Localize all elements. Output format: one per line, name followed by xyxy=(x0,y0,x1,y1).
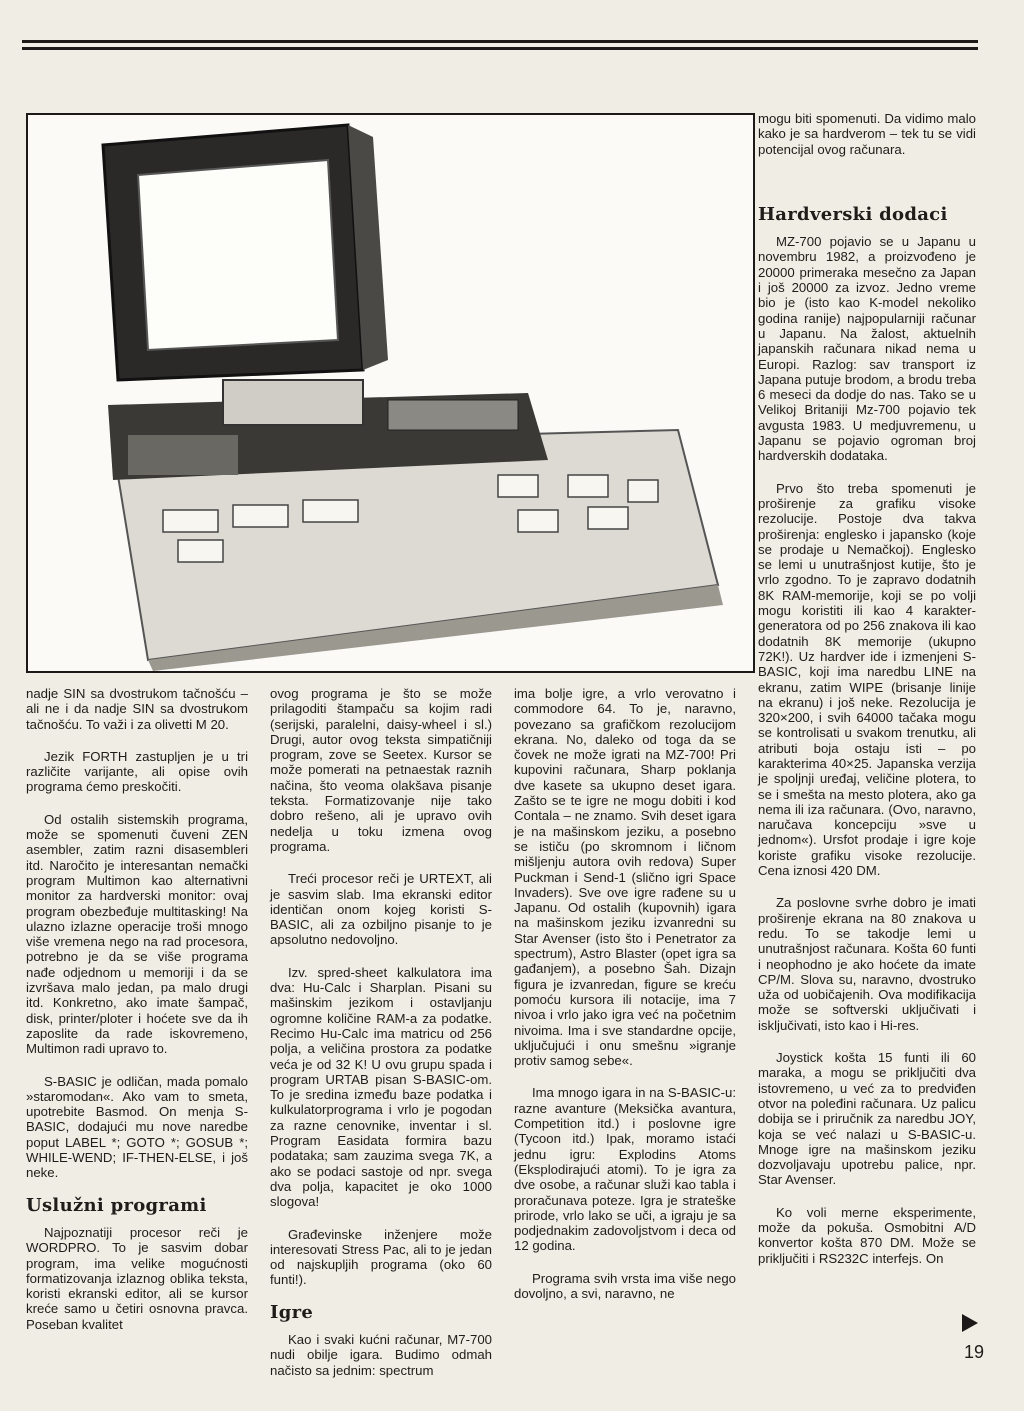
column-4 xyxy=(758,111,976,1283)
continue-arrow-icon xyxy=(962,1314,978,1332)
heading-hardverski-dodaci: Hardverski dodaci xyxy=(758,203,948,225)
col4-paragraph-6: Ko voli merne eksperimente, može da pokuša. Osmobitni A/D konvertor košta 870 DM. Može se priključiti i RS232C interfejs. On xyxy=(758,1204,976,1266)
col1-paragraph-3: Od ostalih sistemskih programa, može se spomenuti čuveni ZEN asembler, zatim razni disasembleri itd. Naročito je interesantan nemački program Multimon kao alternativni monitor za hardverski monitor: ovaj program obezbeđuje multitasking! Na ulazno izlazne operacije troši mnogo više vremena nego na rad procesora, potrebno je da se više programa nađe odjednom u memoriji i da se izvršava malo jedan, pa malo drugi itd. Konkretno, ako imate šampač, disk, printer/ploter i hoćete sve da ih zaposlite da rade iskovremeno, Multimon radi upravo to. xyxy=(26,811,248,1057)
column-3 xyxy=(514,686,736,1318)
col4-paragraph-1: mogu biti spomenuti. Da vidimo malo kako je sa hardverom – tek tu se vidi potencijal ovog računara. xyxy=(758,111,976,157)
col3-paragraph-2: Ima mnogo igara in na S-BASIC-u: razne avanture (Meksička avantura, Competition itd.) i poslovne igre (Tycoon itd.) Ipak, moramo istaći jednu igru: Explodins Atoms (Eksplodirajući atomi). To je igra za dve osobe, a računar služi kao tabla i proračunava poteze. Igra je strateške prirode, vrlo lako se uči, a igraju je sa podjednakim zadovoljstvom i deca od 12 godina. xyxy=(514,1085,736,1254)
col4-paragraph-4: Za poslovne svrhe dobro je imati proširenje ekrana na 80 znakova u redu. To se takodje lemi u unutrašnjost računara. Košta 60 funti i neophodno je ako hoćete da imate CP/M. Slova su, naravno, dvostruko uža od uobičajenih. Ova modifikacija može se softverski uključivati i isključivati, isto kao i Hi-res. xyxy=(758,895,976,1033)
column-1 xyxy=(26,686,248,1349)
col2-paragraph-1: ovog programa je što se može prilagoditi štampaču sa kojim radi (serijski, paralelni, daisy-wheel i sl.) Drugi, autor ovog teksta simpatičniji program, zove se Seetex. Kursor se može pomerati na petnaestak raznih načina, što veoma olakšava pisanje teksta. Formatizovanje nije tako dobro rešeno, ali je upravo ovih nedelja u toku izmena ovog programa. xyxy=(270,686,492,854)
col4-paragraph-2: MZ-700 pojavio se u Japanu u novembru 1982, a proizvođeno je 20000 primeraka mesečno za Japan i još 20000 za izvoz. Jedno vreme bio je (isto kao K-model nekoliko godina ranije) najpopularniji računar u Japanu. Na žalost, aktuelnih japanskih računara nikad nema u Europi. Razlog: sav transport iz Japana putuje brodom, a brodu treba 6 meseci da dodje do nas. Tako se u Velikoj Britaniji Mz-700 pojavio tek avgusta 1983. U medjuvremenu, u Japanu se pojavio ogroman broj hardverskih dodataka. xyxy=(758,234,976,464)
header-rule-bottom xyxy=(22,47,978,50)
heading-igre: Igre xyxy=(270,1301,314,1323)
col3-paragraph-1: ima bolje igre, a vrlo verovatno i commodore 64. To je, naravno, povezano sa grafičkom rezolucijom ekrana. No, daleko od toga da se čovek ne može igrati na MZ-700! Pri kupovini računara, Sharp poklanja dve kasete sa ukupno deset igara. Zašto se te igre ne mogu dobiti i kod Contala – ne znamo. Svih deset igara je na mašinskom jeziku, a posebno se ističu (po skromnom i ličnom mišljenju autora ovih redova) Super Puckman i Send-1 (slično igri Space Invaders). Sve ove igre rađene su u Japanu. Od ostalih (kupovnih) igara na mašinskom jeziku izvanredni su Star Avenser (isto što i Penetrator za spectrum), Astro Blaster (opet igra sa gađanjem), a posebno Šah. Dizajn figura je izvanredan, figure se kreću pomoću kursora ili notacije, ima 7 nivoa i vrlo jako igra već na početnim nivoima. Ima i sve standardne opcije, uključujući i onu smešnu »igranje protiv samog sebe«. xyxy=(514,686,736,1069)
page-number: 19 xyxy=(964,1342,985,1362)
computer-photo xyxy=(26,113,755,673)
sharp-mz700-illustration xyxy=(28,115,753,671)
col1-paragraph-1: nadje SIN sa dvostrukom tačnošću – ali ne i da nadje SIN sa dvostrukom tačnošću. To važi i za olivetti M 20. xyxy=(26,686,248,732)
col2-paragraph-4: Građevinske inženjere može interesovati Stress Pac, ali to je jedan od najskupljih programa (oko 60 funti!). xyxy=(270,1226,492,1288)
col4-paragraph-3: Prvo što treba spomenuti je proširenje za grafiku visoke rezolucije. Postoje dva takva proširenja: englesko i japansko (koje se prodaje u Nemačkoj). Englesko se lemi u unutrašnjost kutije, što je vrlo zgodno. To je zapravo dodatnih 8K RAM-memorije, koji se po volji mogu koristiti ili kao 4 karakter-generatora od po 256 znakova ili kao dodatnih 8K memorije (ukupno 72K!). Uz hardver ide i izmenjeni S-BASIC, koji ima naredbu LINE na ekranu, zatim WIPE (brisanje linije na ekranu) i još neke. Rezolucija je 320×200, i svih 64000 tačaka mogu se kontrolisati u svakom trenutku, ali atributi boja ostaju isti – po karakterima 40×25. Japanska verzija je spoljnji uređaj, veličine plotera, to se i smešta na mesto plotera, ako ga nema ili iza računara. (Ovo, naravno, naručava koncepciju »sve u jednom«). Ursfot prodaje i igre koje koriste grafiku visoke rezolucije. Cena iznosi 420 DM. xyxy=(758,480,976,879)
col2-paragraph-3: Izv. spred-sheet kalkulatora ima dva: Hu-Calc i Sharplan. Pisani su mašinskim jezikom i ostavljanju ogromne količine RAM-a za podatke. Recimo Hu-Calc ima matricu od 256 polja, a veličina prostora za podatke veća je od 32 K! U ovu grupu spada i program URTAB pisan S-BASIC-om. To je sredina između baze podatka i kulkulatorprograma i vrlo je pogodan za razne cenovnike, inventar i sl. Program Easidata formira bazu podataka; sam zauzima svega 7K, a ako se podaci sastoje od npr. svega dva polja, kapacitet je oko 1000 slogova! xyxy=(270,964,492,1210)
col1-paragraph-5: Najpoznatiji procesor reči je WORDPRO. To je sasvim dobar program, ima velike mogućnosti formatizovanja izlaznog oblika teksta, koristi ekranski editor, ali se kursor kreće samo u četiri osnovna pravca. Poseban kvalitet xyxy=(26,1224,248,1332)
col3-paragraph-3: Programa svih vrsta ima više nego dovoljno, a svi, naravno, ne xyxy=(514,1270,736,1301)
col1-paragraph-2: Jezik FORTH zastupljen je u tri različite varijante, ali opise ovih programa ćemo preskočiti. xyxy=(26,748,248,795)
heading-usluzni-programi: Uslužni programi xyxy=(26,1194,207,1216)
col2-paragraph-2: Treći procesor reči je URTEXT, ali je sasvim slab. Ima ekranski editor identičan onom kojeg koristi S-BASIC, ali za ozbiljno pisanje to je apsolutno nedovoljno. xyxy=(270,871,492,948)
col2-paragraph-5: Kao i svaki kućni računar, M7-700 nudi obilje igara. Budimo odmah načisto sa jednim: spectrum xyxy=(270,1331,492,1378)
header-rule-top xyxy=(22,40,978,43)
col1-paragraph-4: S-BASIC je odličan, mada pomalo »staromodan«. Ako vam to smeta, upotrebite Basmod. On menja S-BASIC, dodajući mu nove naredbe poput LABEL *; GOTO *; GOSUB *; WHILE-WEND; IF-THEN-ELSE, i još neke. xyxy=(26,1073,248,1181)
col4-paragraph-5: Joystick košta 15 funti ili 60 maraka, a mogu se priključiti dva istovremeno, u već za to predviđen otvor na poleđini računara. Uz palicu dobija se i priručnik za naredbu JOY, koja se već nalazi u S-BASIC-u. Mnoge igre na mašinskom jeziku dozvoljavaju upotrebu palice, npr. Star Avenser. xyxy=(758,1050,976,1188)
column-2 xyxy=(270,686,492,1395)
